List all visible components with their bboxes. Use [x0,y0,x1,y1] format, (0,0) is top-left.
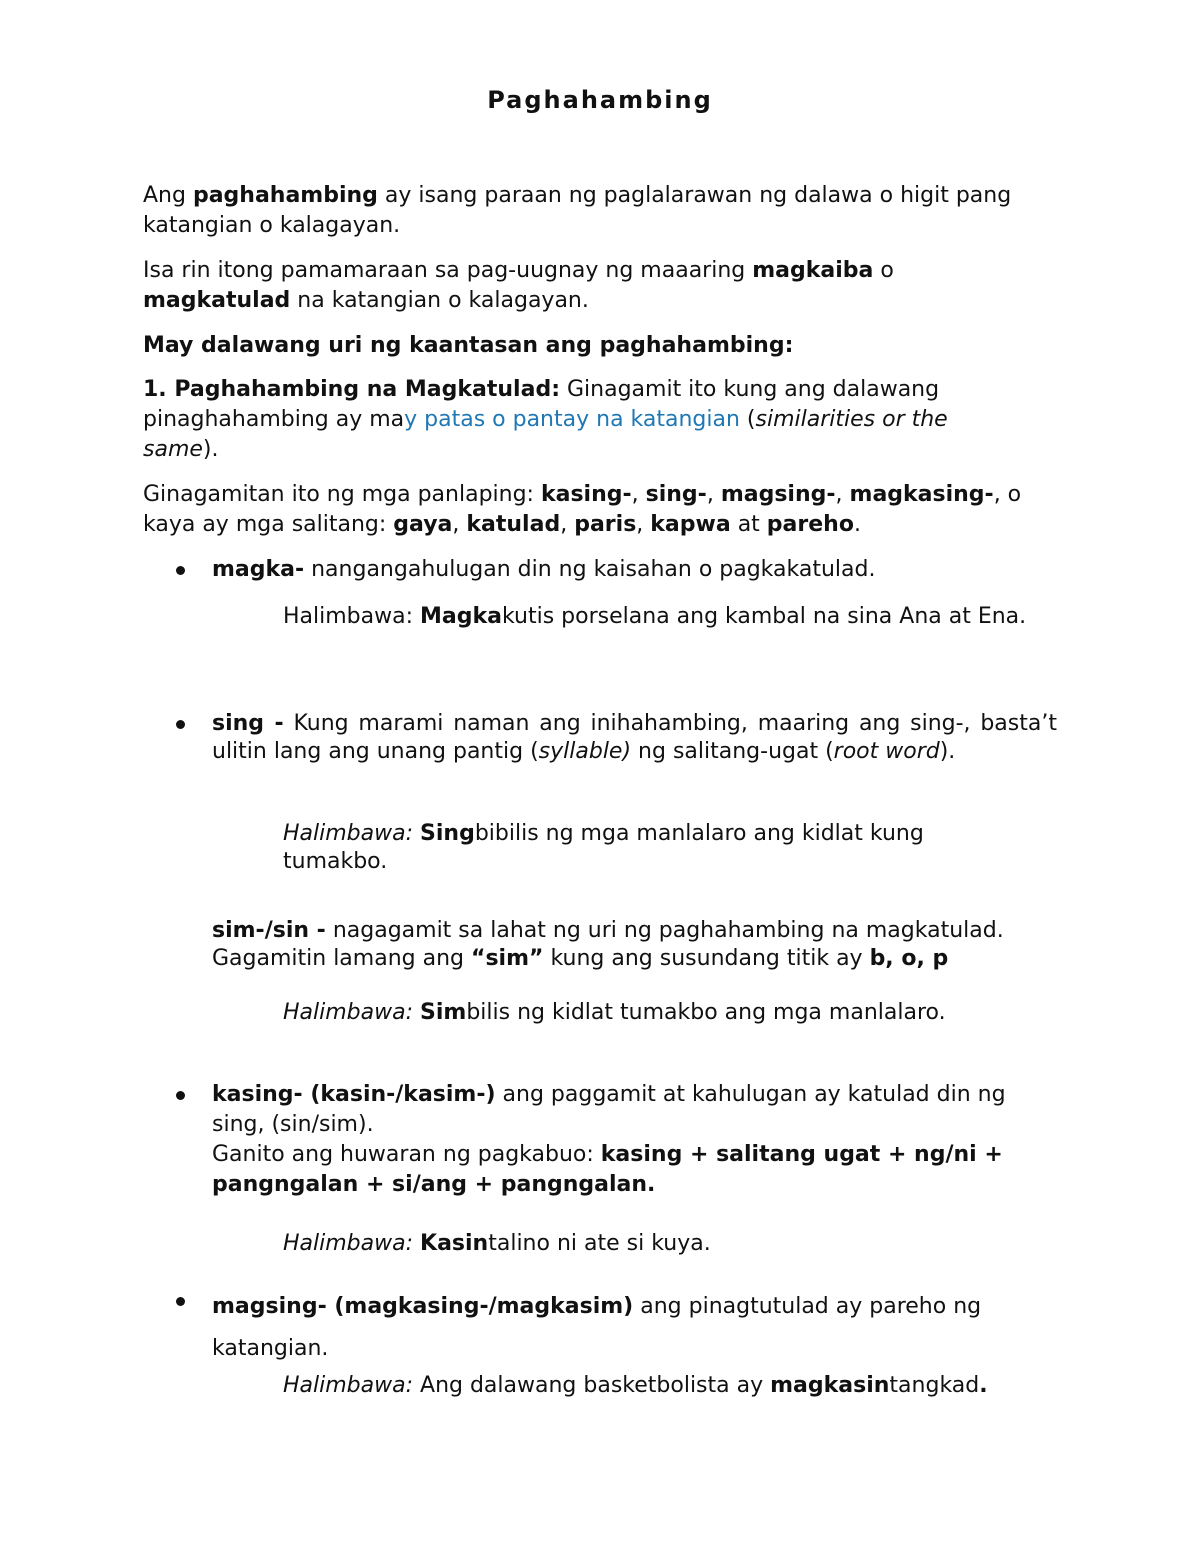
text-run: o [873,258,894,283]
bold-term: magsing- [720,482,836,507]
bold-term: kasing- (kasin-/kasim-) [212,1082,496,1107]
bold-term: Sing [420,821,475,846]
example-label: Halimbawa: [283,604,421,629]
huwaran-line [212,1140,1072,1200]
text-run: ). [939,739,956,764]
text-run: ay isang paraan ng paglalarawan ng dalawa o higit pang katangian o kalagayan. [143,183,1012,238]
text-run: ang paggamit at kahulugan ay katulad din ng sing, (sin/sim). [212,1082,1006,1137]
text-run: ang pinagtutulad ay pareho ng katangian. [212,1294,982,1361]
bold-term: Magka [420,604,502,629]
bullet-magsing [212,1286,1052,1370]
example-label: Halimbawa: [283,1373,421,1398]
text-run: , o kaya ay mga salitang: [143,482,1022,537]
bold-term: sing- [645,482,707,507]
panlapi-paragraph [143,480,1068,540]
bold-term: sing - [212,711,284,736]
highlighted-text: y patas o pantay na katangian [404,407,740,432]
bold-term: pareho [766,512,854,537]
bold-term: katulad [466,512,561,537]
example-label: Halimbawa: [283,1231,421,1256]
bullet-icon [176,1297,185,1306]
text-run: Ginagamit ito kung ang dalawang pinaghahambing ay ma [143,377,940,432]
bullet-icon [176,1091,185,1100]
text-run: bilis ng kidlat tumakbo ang mga manlalaro. [466,1000,946,1025]
text-run: Ginagamitan ito ng mga panlaping: [143,482,541,507]
italic-text: root word [833,739,940,764]
text-run: ( [739,407,756,432]
bold-term: magkasing- [849,482,994,507]
bold-term: “sim” [470,946,544,971]
heading-text: May dalawang uri ng kaantasan ang paghahambing: [143,333,794,358]
text-run: , [631,482,646,507]
text-run: Ang [143,183,193,208]
bullet-icon [176,566,185,575]
bold-term: Sim [420,1000,467,1025]
text-run: Ang dalawang basketbolista ay [420,1373,771,1398]
bold-term: Kasin [420,1231,489,1256]
text-run: ). [202,437,219,462]
bullet-icon [176,720,185,729]
text-run: tangkad [889,1373,980,1398]
italic-text: similarities or the same [143,407,948,462]
bold-term: magkasin [770,1373,890,1398]
bold-term: paghahambing [192,183,378,208]
text-run: , [706,482,721,507]
bold-term: kasing- [540,482,632,507]
paragraph-sim-sin [212,917,1072,973]
text-run: talino ni ate si kuya. [488,1231,711,1256]
description-paragraph [143,256,1003,316]
definition-paragraph [143,181,1023,241]
text-run: , [560,512,575,537]
text-run: . [853,512,861,537]
text-run: , [636,512,651,537]
example-label: Halimbawa: [283,1000,421,1025]
bold-term: kasing + salitang ugat + ng/ni + pangngalan + si/ang + pangngalan. [212,1142,1003,1197]
text-run: , [452,512,467,537]
italic-text: syllable) [538,739,632,764]
bold-term: magkatulad [143,288,291,313]
document-title: Paghahambing [487,86,713,114]
text-run: nangangahulugan din ng kaisahan o pagkakatulad. [304,557,876,582]
text-run: nagagamit sa lahat ng uri ng paghahambing na magkatulad. Gagamitin lamang ang [212,918,1004,971]
example-magka [283,596,1043,638]
text-run: ng salitang-ugat ( [631,739,834,764]
bold-term: sim-/sin - [212,918,326,943]
bold-term: magsing- (magkasing-/magkasim) [212,1294,634,1319]
text-run: bibilis ng mga manlalaro ang kidlat kung tumakbo. [283,821,924,874]
bold-term: magkaiba [752,258,874,283]
bold-term: kapwa [650,512,731,537]
bold-term: paris [574,512,637,537]
example-sim [283,998,1043,1028]
text-run: Kung marami naman ang inihahambing, maaring ang sing-, basta’t ulitin lang ang unang pantig ( [212,711,1057,764]
bold-term: b, o, p [869,946,949,971]
section-heading [143,331,1063,361]
text-run: kung ang susundang titik ay [543,946,870,971]
bullet-kasing [212,1080,1042,1140]
text-run: kutis porselana ang kambal na sina Ana at Ena. [501,604,1027,629]
example-label: Halimbawa: [283,821,421,846]
text-run: na katangian o kalagayan. [290,288,589,313]
magkatulad-paragraph [143,375,1023,465]
text-run: Isa rin itong pamamaraan sa pag-uugnay ng maaaring [143,258,753,283]
bold-term: gaya [393,512,453,537]
text-run: at [730,512,767,537]
text-run: , [835,482,850,507]
bullet-sing [212,710,1057,766]
example-sing [283,820,1003,876]
text-run: Ganito ang huwaran ng pagkabuo: [212,1142,601,1167]
example-magsing [283,1371,1083,1401]
bold-term: . [979,1373,988,1398]
bold-term: magka- [212,557,305,582]
bullet-magka [212,555,1072,585]
example-kasing [283,1229,1043,1259]
bold-term: 1. Paghahambing na Magkatulad: [143,377,560,402]
